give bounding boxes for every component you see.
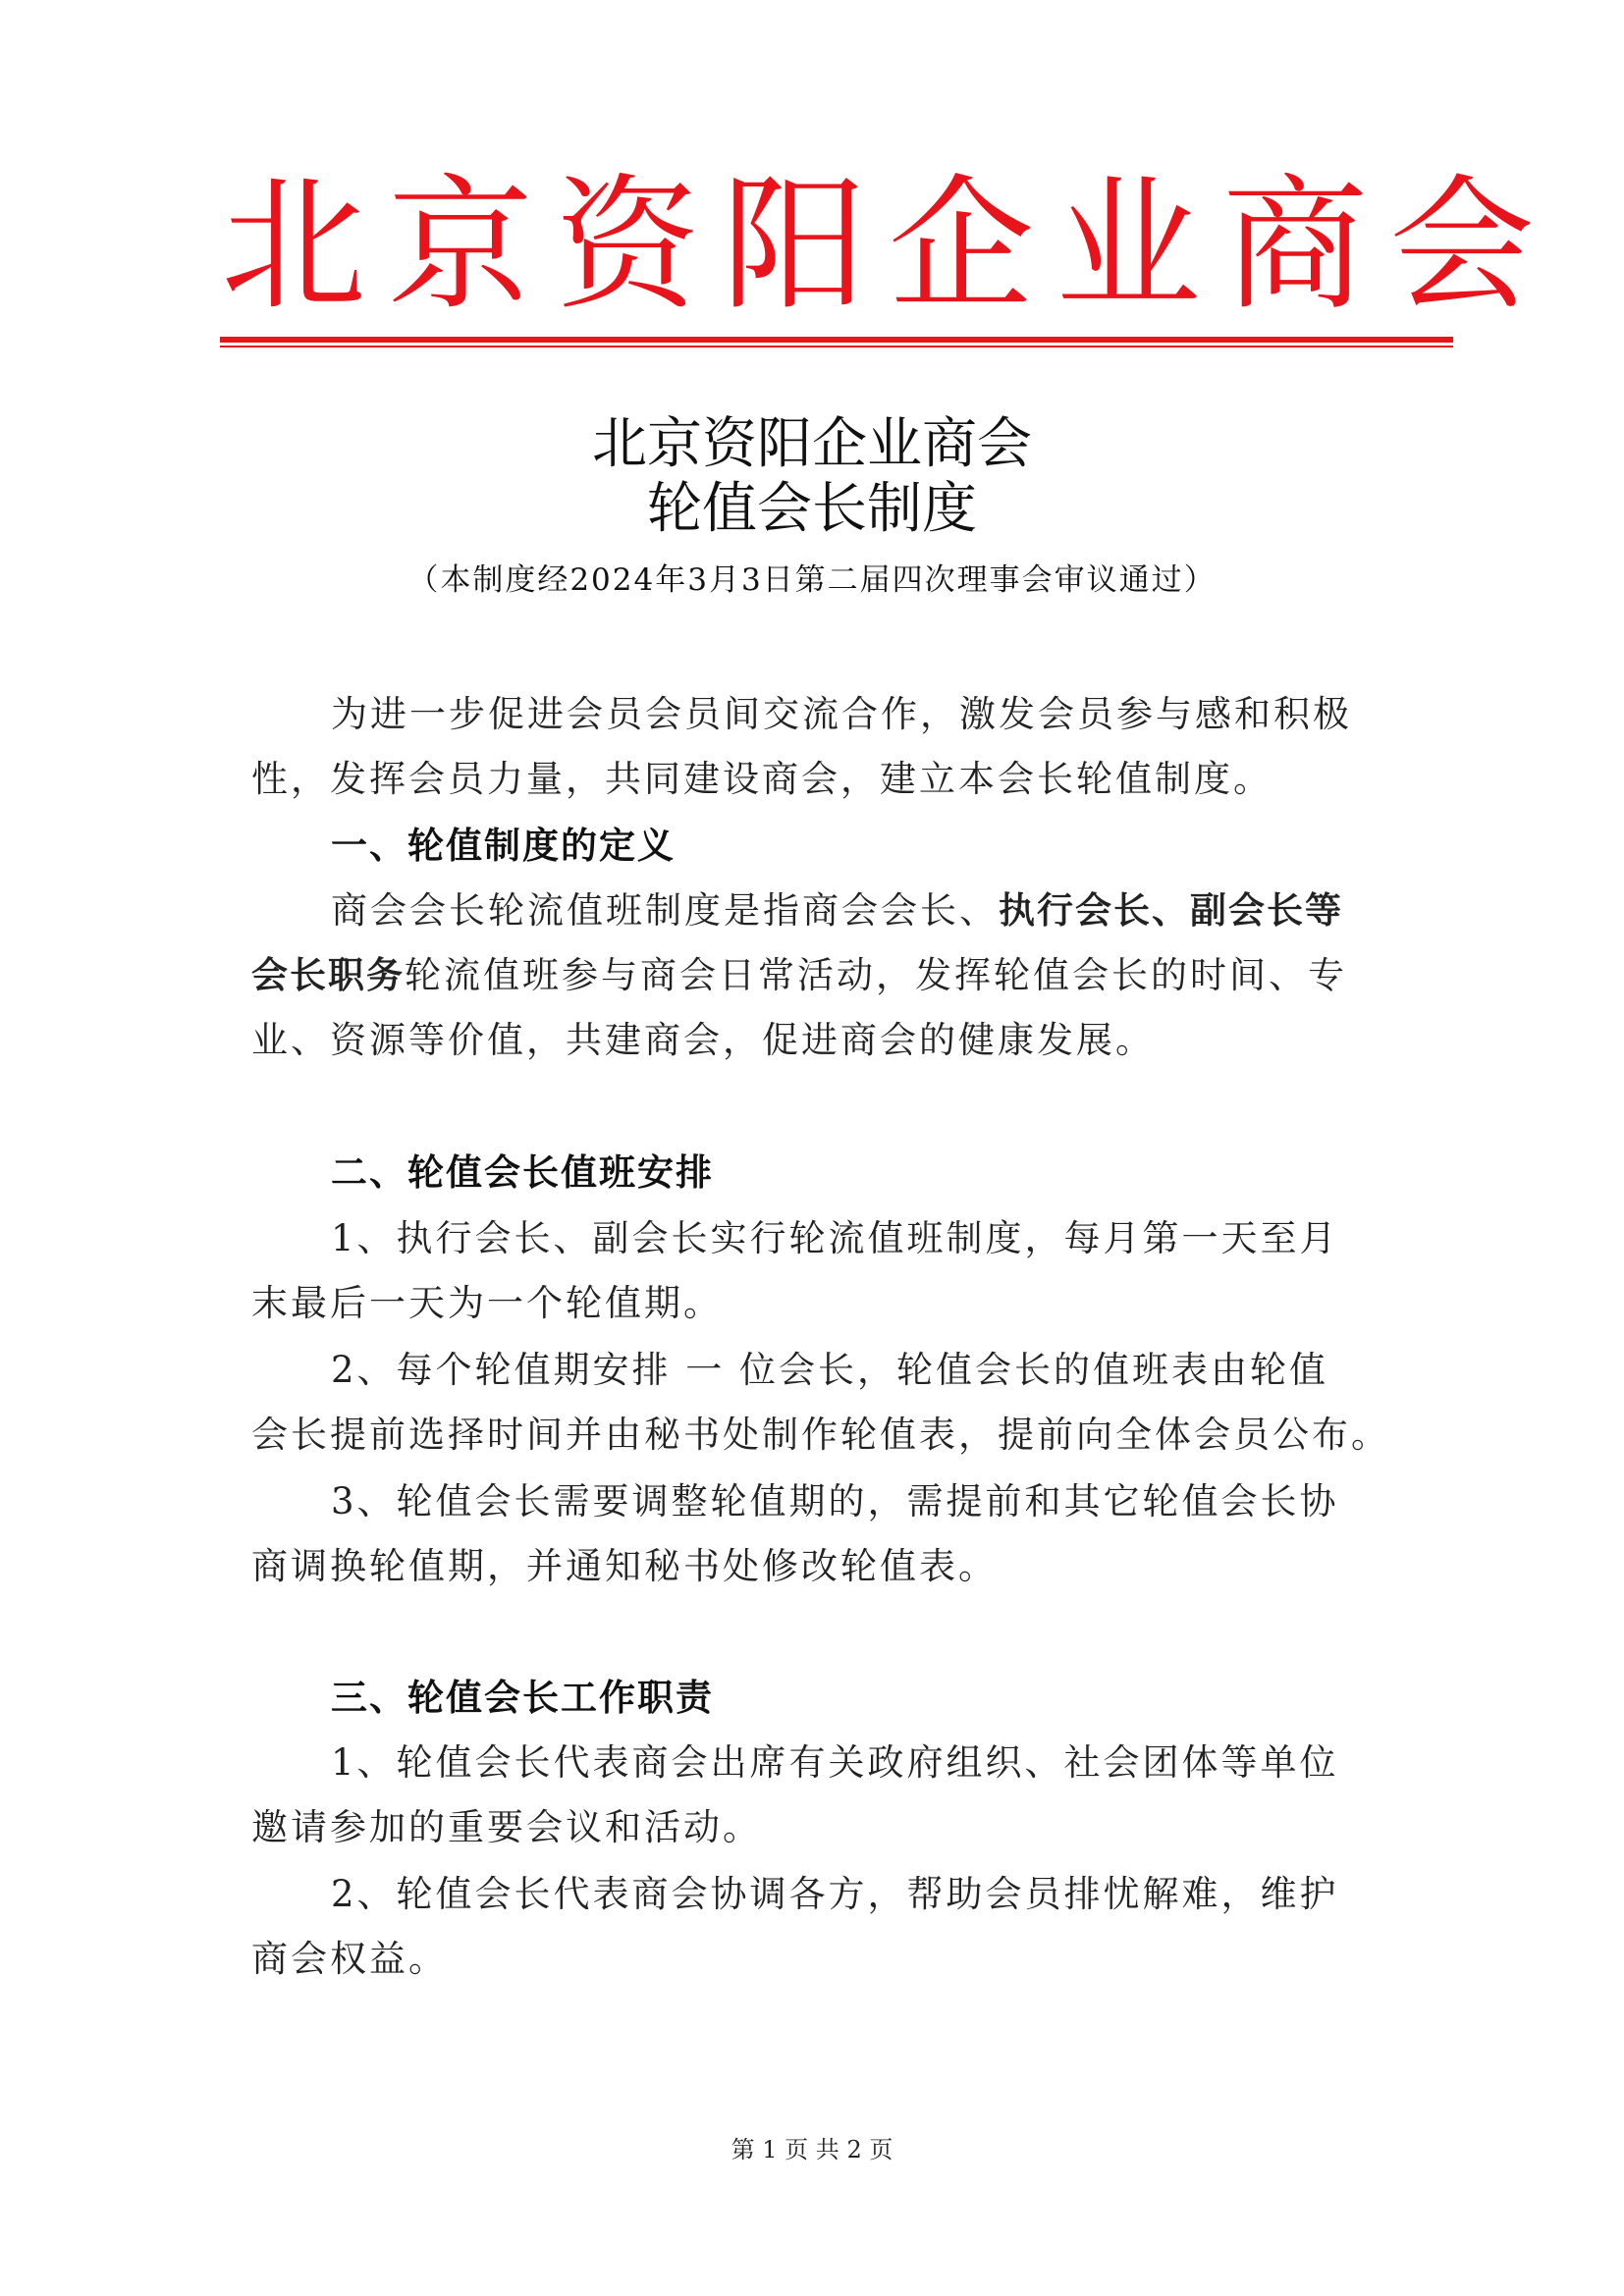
section3-heading: 三、轮值会长工作职责: [331, 1677, 714, 1719]
section2-item1-line1: 1、执行会长、副会长实行轮流值班制度，每月第一天至月: [331, 1217, 1339, 1259]
section1-line1-regular: 商会会长轮流值班制度是指商会会长、: [331, 889, 999, 932]
section3-item2-line2: 商会权益。: [251, 1938, 448, 1980]
section3-item1-line2: 邀请参加的重要会议和活动。: [251, 1806, 762, 1848]
section1-line3: 业、资源等价值，共建商会，促进商会的健康发展。: [251, 1019, 1155, 1061]
letterhead-rule-thick: [220, 337, 1453, 343]
document-title-line1: 北京资阳企业商会: [592, 412, 1032, 476]
intro-line2: 性，发挥会员力量，共同建设商会，建立本会长轮值制度。: [251, 758, 1272, 800]
section1-line2-regular: 轮流值班参与商会日常活动，发挥轮值会长的时间、专: [405, 954, 1347, 996]
document-subtitle: （本制度经2024年3月3日第二届四次理事会审议通过）: [407, 562, 1217, 598]
section2-item3-line2: 商调换轮值期，并通知秘书处修改轮值表。: [251, 1545, 998, 1587]
section1-heading: 一、轮值制度的定义: [331, 825, 676, 867]
section1-line1-bold: 执行会长、副会长等: [999, 889, 1343, 932]
section2-item3-line1: 3、轮值会长需要调整轮值期的，需提前和其它轮值会长协: [331, 1480, 1339, 1522]
section1-line1: [331, 881, 1411, 940]
page-number-footer: 第 1 页 共 2 页: [731, 2136, 893, 2163]
section2-item2-line1: 2、每个轮值期安排 一 位会长，轮值会长的值班表由轮值: [331, 1349, 1329, 1391]
section3-item2-line1: 2、轮值会长代表商会协调各方，帮助会员排忧解难，维护: [331, 1873, 1339, 1915]
section2-item1-line2: 末最后一天为一个轮值期。: [251, 1282, 723, 1324]
section2-item2-line2: 会长提前选择时间并由秘书处制作轮值表，提前向全体会员公布。: [251, 1414, 1390, 1456]
document-title-line2: 轮值会长制度: [647, 477, 977, 541]
section1-line2-bold: 会长职务: [251, 954, 405, 996]
section2-heading: 二、轮值会长值班安排: [331, 1151, 714, 1194]
letterhead-title: 北京资阳企业商会: [221, 161, 1556, 330]
letterhead-rule-thin: [220, 346, 1453, 347]
section1-line2: [251, 946, 1380, 1005]
section3-item1-line1: 1、轮值会长代表商会出席有关政府组织、社会团体等单位: [331, 1741, 1339, 1784]
intro-line1: 为进一步促进会员会员间交流合作，激发会员参与感和积极: [331, 693, 1352, 735]
